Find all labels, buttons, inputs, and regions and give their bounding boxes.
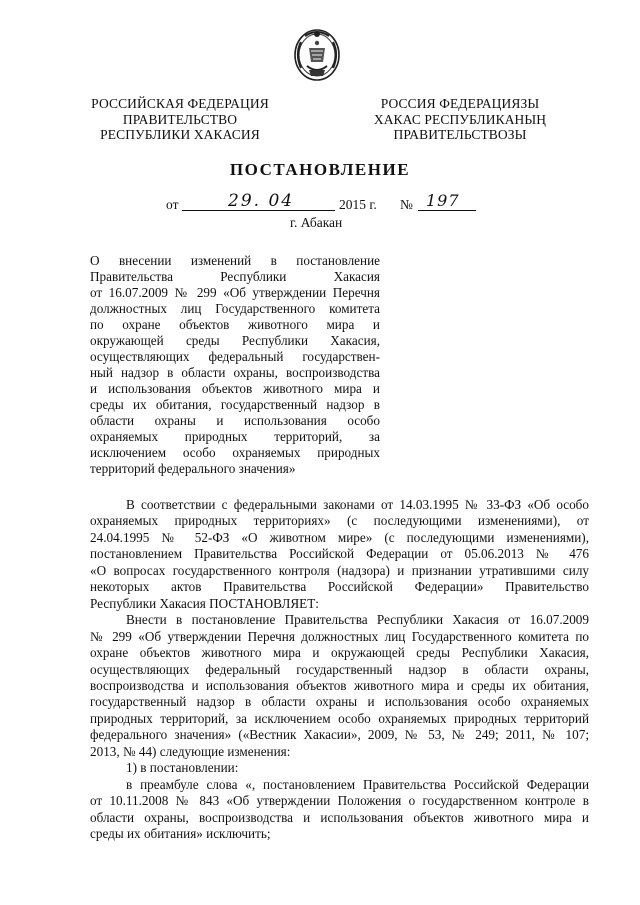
- subject-line: от 16.07.2009 № 299 «Об утверждении Перечня: [90, 285, 380, 300]
- body-line: Внести в постановление Правительства Республики Хакасия от 16.07.2009: [126, 612, 589, 628]
- document-title: ПОСТАНОВЛЕНИЕ: [229, 160, 411, 179]
- body-line: осуществляющих федеральный государственный надзор в области охраны,: [90, 661, 589, 677]
- subject-line: области охраны и использования особо: [90, 413, 380, 428]
- subject-line: окружающей среды Республики Хакасия,: [90, 333, 380, 348]
- header-russian: [82, 96, 278, 143]
- header-left-line-2: ПРАВИТЕЛЬСТВО: [122, 111, 238, 127]
- header-left-line-3: РЕСПУБЛИКИ ХАКАСИЯ: [100, 127, 260, 142]
- document-body: [90, 497, 589, 843]
- body-line: государственный надзор в области охраны и использования особо охраняемых: [90, 694, 589, 710]
- body-line: В соответствии с федеральными законами от 14.03.1995 № 33-ФЗ «Об особо: [126, 497, 589, 512]
- body-line: области охраны, воспроизводства и использования объектов животного мира и: [90, 809, 589, 825]
- body-line: федерального значения» («Вестник Хакасии», 2009, № 53, № 249; 2011, № 107;: [90, 727, 589, 743]
- subject-line: ный надзор в области охраны, воспроизводства: [90, 365, 380, 380]
- handwritten-date: 29. 04: [228, 191, 295, 211]
- year-label: 2015 г.: [339, 197, 377, 212]
- subject-line: О внесении изменений в постановление: [90, 253, 380, 268]
- body-line: некоторых актов Правительства Российской Федерации» Правительство: [90, 579, 589, 595]
- subject-line: территорий федерального значения»: [90, 461, 296, 476]
- coat-of-arms-emblem: [287, 24, 347, 84]
- body-line: 2013, № 44) следующие изменения:: [90, 743, 291, 759]
- number-underline: [418, 210, 476, 211]
- subject-line: охраняемых природных территорий, за: [90, 429, 380, 444]
- document-subject: [90, 253, 380, 477]
- header-right-line-3: ПРАВИТЕЛЬСТВОЗЫ: [393, 127, 527, 142]
- header-khakas: [362, 96, 558, 143]
- body-line: Республики Хакасия ПОСТАНОВЛЯЕТ:: [90, 595, 319, 611]
- city-label: г. Абакан: [290, 215, 343, 230]
- body-line: от 10.11.2008 № 843 «Об утверждении Положения о государственном контроле в: [90, 793, 589, 809]
- subject-line: и использования объектов животного мира и: [90, 381, 380, 396]
- body-line: 24.04.1995 № 52-ФЗ «О животном мире» (с последующими изменениями),: [90, 529, 589, 545]
- body-line: № 299 «Об утверждении Перечня должностных лиц Государственного комитета по: [90, 628, 589, 644]
- body-line: в преамбуле слова «, постановлением Правительства Российской Федерации: [126, 776, 589, 792]
- header-left-line-1: РОССИЙСКАЯ ФЕДЕРАЦИЯ: [91, 96, 269, 111]
- from-label: от: [166, 197, 179, 212]
- subject-line: по охране объектов животного мира и: [90, 317, 380, 332]
- subject-line: должностных лиц Государственного комитета: [90, 301, 380, 316]
- body-line: охране объектов животного мира и окружающей среды Республики Хакасия,: [90, 645, 589, 661]
- subject-line: исключением особо охраняемых природных: [90, 445, 380, 460]
- subject-line: среды их обитания, государственный надзор в: [90, 397, 380, 412]
- body-line: воспроизводства и использования объектов животного мира и среды их обитания,: [90, 677, 589, 693]
- body-line: 1) в постановлении:: [126, 760, 239, 776]
- body-line: природных территорий, за исключением особо охраняемых природных территорий: [90, 710, 589, 726]
- body-line: среды их обитания» исключить;: [90, 826, 271, 842]
- body-line: постановлением Правительства Российской Федерации от 05.06.2013 № 476: [90, 546, 589, 562]
- header-right-line-2: ХАКАС РЕСПУБЛИКАНЫҢ: [373, 111, 547, 127]
- body-line: «О вопросах государственного контроля (надзора) и признании утратившими силу: [90, 562, 589, 578]
- number-label: №: [400, 197, 413, 212]
- subject-line: Правительства Республики Хакасия: [90, 269, 380, 284]
- body-line: охраняемых природных территориях» (с последующими изменениями), от: [90, 513, 589, 529]
- handwritten-number: 197: [426, 191, 460, 210]
- subject-line: осуществляющих федеральный государствен-: [90, 349, 380, 364]
- header-right-line-1: РОССИЯ ФЕДЕРАЦИЯЗЫ: [380, 96, 540, 111]
